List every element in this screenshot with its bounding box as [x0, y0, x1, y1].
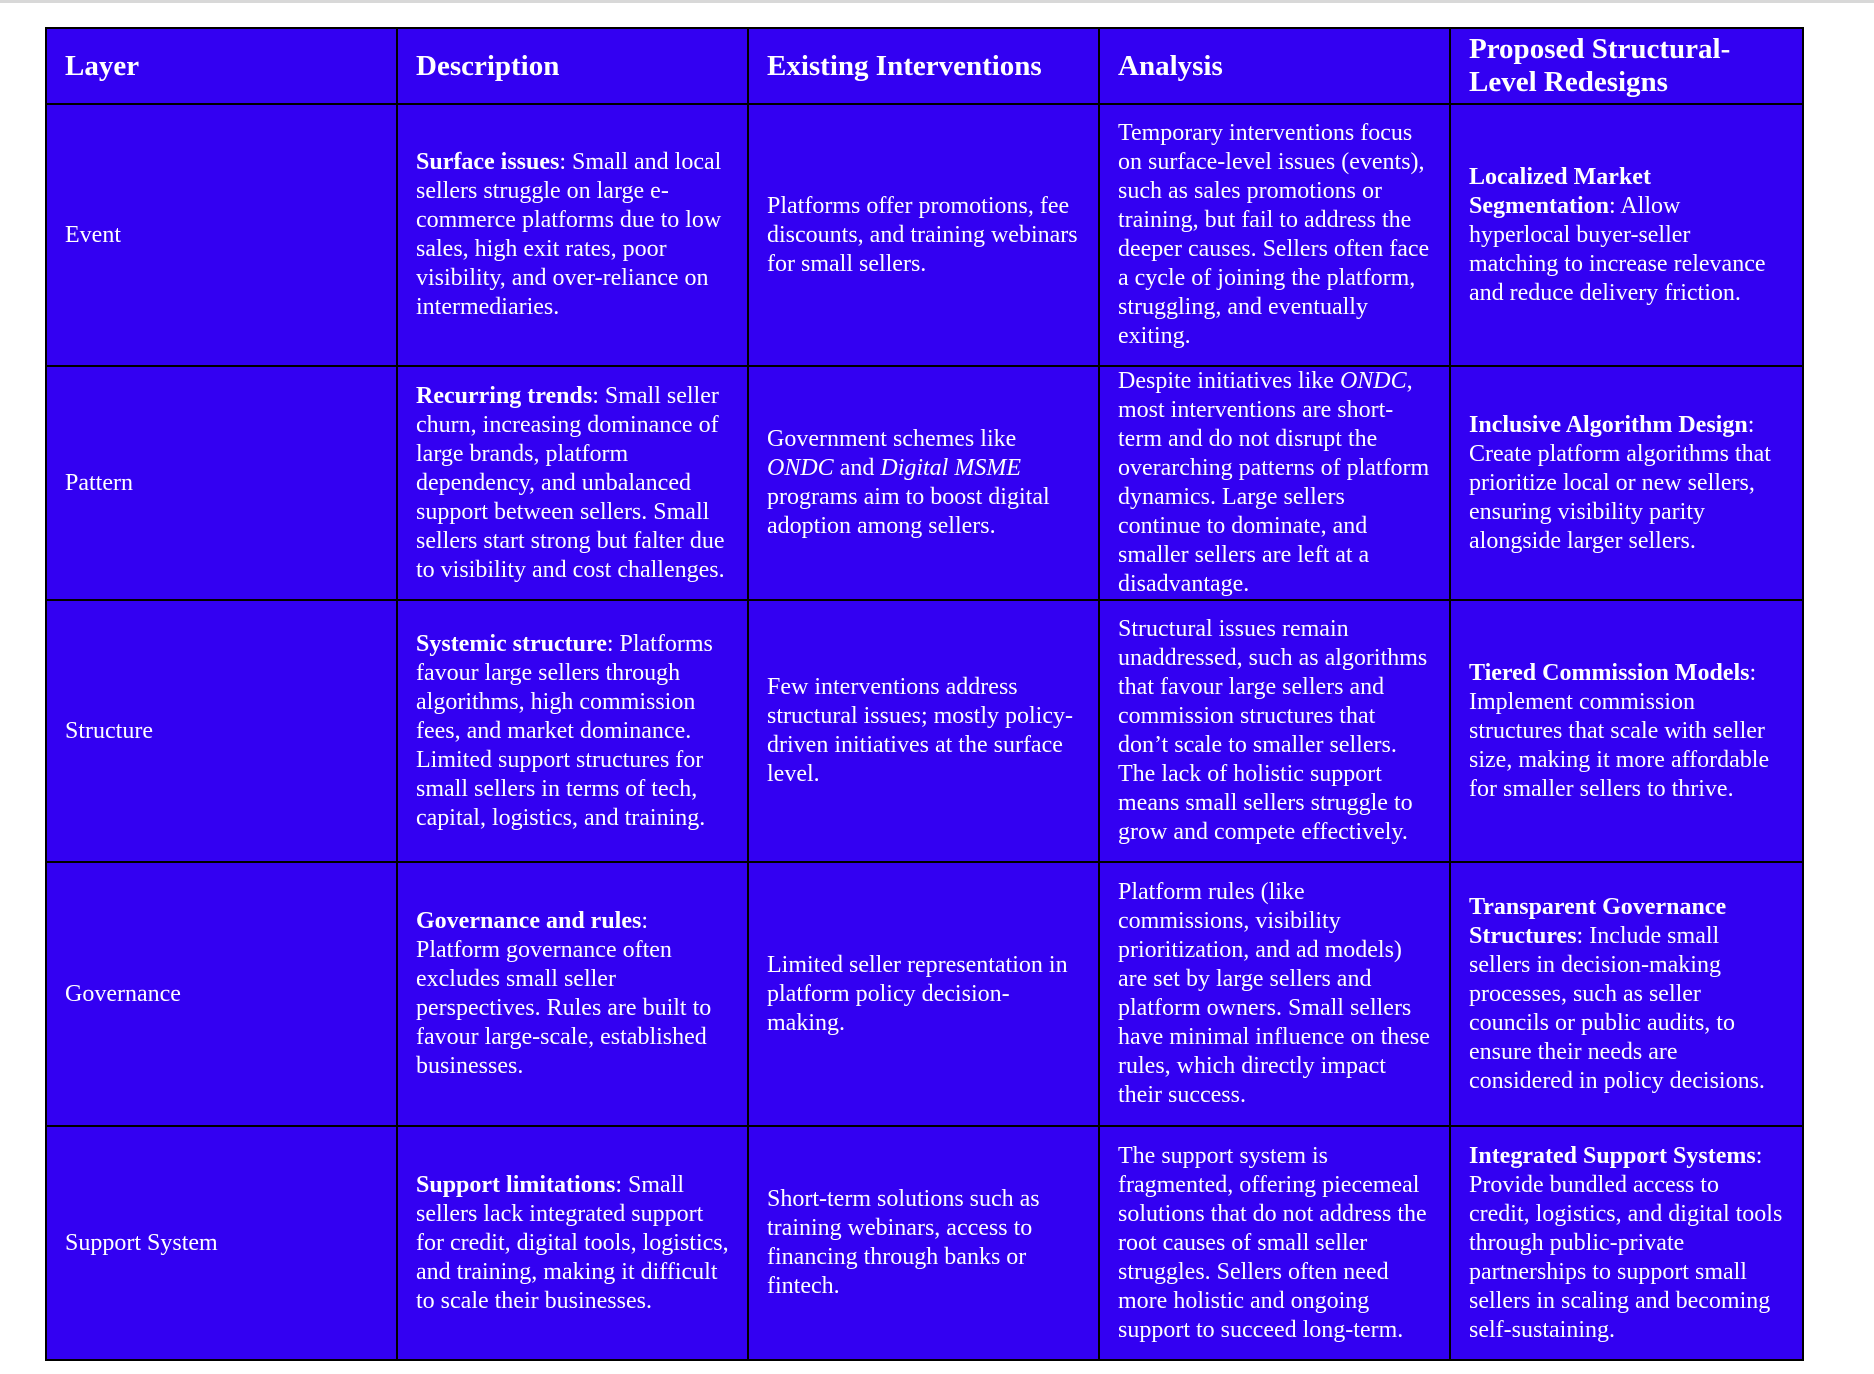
description-cell: [397, 862, 748, 1126]
proposed-term: Transparent Governance Structures: [1469, 893, 1727, 949]
description-text: : Platform governance often excludes small seller perspectives. Rules are built to favour large-scale, established businesses.: [416, 908, 712, 1079]
layer-name-cell: Support System: [46, 1126, 397, 1360]
existing-text-part: programs aim to boost digital adoption among sellers.: [767, 484, 1050, 539]
header-layer: Layer: [46, 28, 397, 104]
proposed-text: : Include small sellers in decision-making processes, such as seller councils or public audits, to ensure their needs are considered in policy decisions.: [1469, 922, 1765, 1094]
existing-interventions-cell: Short-term solutions such as training webinars, access to financing through banks or fintech.: [748, 1126, 1099, 1360]
table-row-support-system: [46, 1126, 1803, 1360]
description-term: Systemic structure: [416, 630, 607, 657]
page-top-edge: [0, 0, 1874, 3]
table-row-event: [46, 104, 1803, 366]
proposed-redesign-cell: [1450, 366, 1803, 600]
proposed-redesign-cell: [1450, 600, 1803, 862]
existing-interventions-cell: Few interventions address structural issues; mostly policy-driven initiatives at the surface level.: [748, 600, 1099, 862]
description-text: : Small and local sellers struggle on large e-commerce platforms due to low sales, high exit rates, poor visibility, and over-reliance on intermediaries.: [416, 149, 722, 320]
proposed-redesign-cell: [1450, 104, 1803, 366]
proposed-term: Inclusive Algorithm Design: [1469, 411, 1748, 438]
table-body: [46, 104, 1803, 1360]
description-cell: [397, 104, 748, 366]
ondc-term: ONDC: [1339, 368, 1407, 394]
header-existing-interventions: Existing Interventions: [748, 28, 1099, 104]
table-row-structure: [46, 600, 1803, 862]
proposed-term: Integrated Support Systems: [1469, 1142, 1756, 1169]
header-row: [46, 28, 1803, 104]
digital-msme-term: Digital MSME: [880, 455, 1021, 481]
proposed-text: : Create platform algorithms that prioritize local or new sellers, ensuring visibility parity alongside larger sellers.: [1469, 411, 1771, 554]
existing-interventions-cell: [748, 366, 1099, 600]
description-term: Governance and rules: [416, 908, 642, 934]
analysis-cell: Temporary interventions focus on surface-level issues (events), such as sales promotions or training, but fail to address the deeper causes. Sellers often face a cycle of joining the platform, struggling, and eventually exiting.: [1099, 104, 1450, 366]
table-header: [46, 28, 1803, 104]
description-term: Support limitations: [416, 1171, 616, 1198]
description-term: Surface issues: [416, 149, 560, 175]
table-row-governance: [46, 862, 1803, 1126]
layer-name-cell: Event: [46, 104, 397, 366]
header-analysis: Analysis: [1099, 28, 1450, 104]
analysis-text-part: , most interventions are short-term and do not disrupt the overarching patterns of platform dynamics. Large sellers continue to dominate, and smaller sellers are left at a disadvantage.: [1118, 368, 1430, 597]
table-row-pattern: [46, 366, 1803, 600]
layer-name-cell: Pattern: [46, 366, 397, 600]
proposed-text: : Provide bundled access to credit, logistics, and digital tools through public-private partnerships to support small sellers in scaling and becoming self-sustaining.: [1469, 1142, 1783, 1343]
layers-table: [45, 27, 1804, 1361]
existing-text-part: Government schemes like: [767, 426, 1017, 452]
layer-name-cell: Governance: [46, 862, 397, 1126]
analysis-cell: The support system is fragmented, offering piecemeal solutions that do not address the root causes of small seller struggles. Sellers often need more holistic and ongoing support to succeed long-term.: [1099, 1126, 1450, 1360]
existing-interventions-cell: Limited seller representation in platform policy decision-making.: [748, 862, 1099, 1126]
analysis-cell: Structural issues remain unaddressed, such as algorithms that favour large sellers and commission structures that don’t scale to smaller sellers. The lack of holistic support means small sellers struggle to grow and compete effectively.: [1099, 600, 1450, 862]
ondc-term: ONDC: [767, 455, 834, 481]
analysis-cell: Platform rules (like commissions, visibility prioritization, and ad models) are set by large sellers and platform owners. Small sellers have minimal influence on these rules, which directly impact their success.: [1099, 862, 1450, 1126]
header-proposed-redesigns: Proposed Structural-Level Redesigns: [1450, 28, 1803, 104]
proposed-term: Tiered Commission Models: [1469, 659, 1750, 686]
proposed-text: : Implement commission structures that scale with seller size, making it more affordable for smaller sellers to thrive.: [1469, 659, 1770, 802]
proposed-term: Localized Market Segmentation: [1469, 163, 1651, 219]
header-description: Description: [397, 28, 748, 104]
description-cell: [397, 366, 748, 600]
proposed-redesign-cell: [1450, 1126, 1803, 1360]
description-text: : Small seller churn, increasing dominance of large brands, platform dependency, and unbalanced support between sellers. Small sellers start strong but falter due to visibility and cost challenges.: [416, 382, 725, 583]
description-term: Recurring trends: [416, 382, 593, 409]
analysis-text-part: Despite initiatives like: [1118, 368, 1340, 394]
description-cell: [397, 600, 748, 862]
description-text: : Small sellers lack integrated support for credit, digital tools, logistics, and training, making it difficult to scale their businesses.: [416, 1171, 729, 1314]
proposed-redesign-cell: [1450, 862, 1803, 1126]
analysis-cell: [1099, 366, 1450, 600]
layer-name-cell: Structure: [46, 600, 397, 862]
description-cell: [397, 1126, 748, 1360]
existing-text-part: and: [833, 455, 881, 481]
description-text: : Platforms favour large sellers through algorithms, high commission fees, and market dominance. Limited support structures for small sellers in terms of tech, capital, logistics, and training.: [416, 630, 713, 831]
proposed-text: : Allow hyperlocal buyer-seller matching to increase relevance and reduce delivery friction.: [1469, 192, 1766, 306]
existing-interventions-cell: Platforms offer promotions, fee discounts, and training webinars for small sellers.: [748, 104, 1099, 366]
